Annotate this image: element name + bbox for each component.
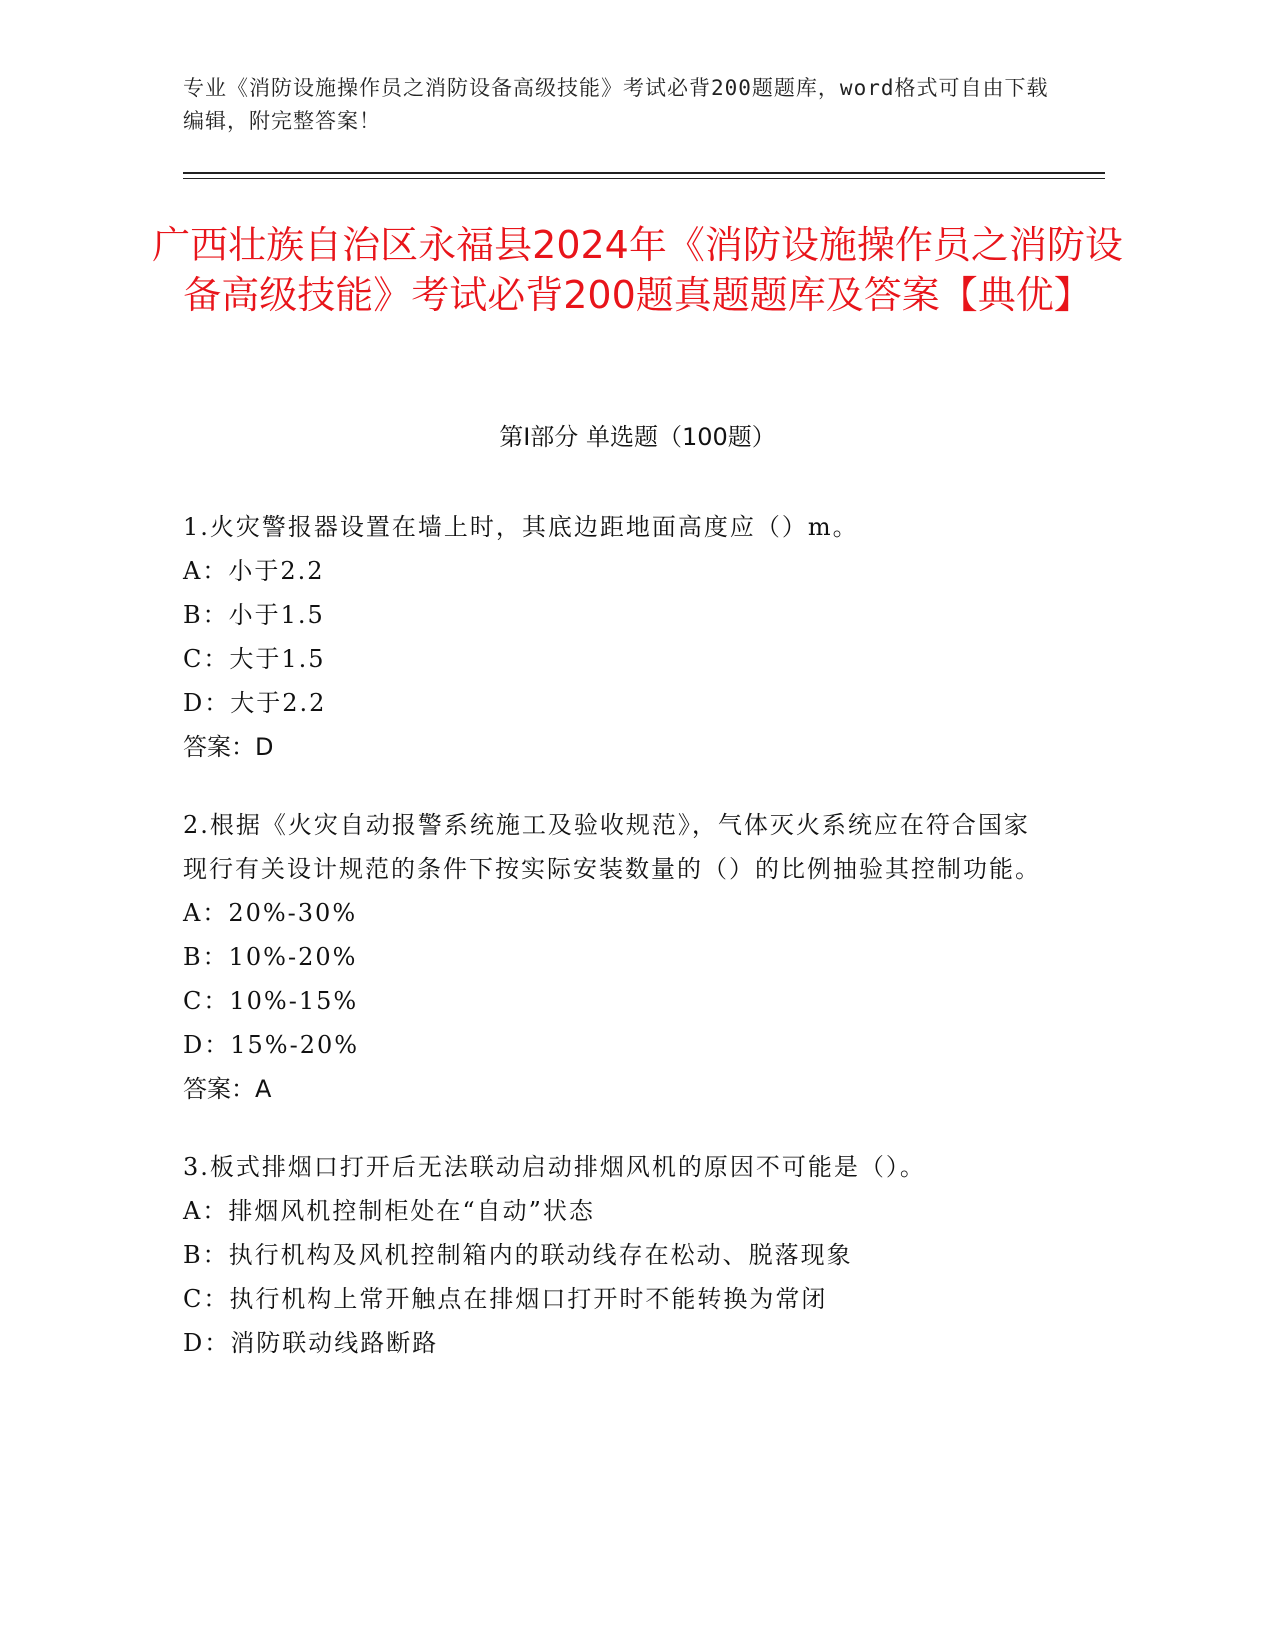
question-list xyxy=(183,505,1043,1399)
section-heading: 第I部分 单选题（100题） xyxy=(499,423,776,451)
option-d: D：15%-20% xyxy=(183,1031,360,1059)
option-a: A：20%-30% xyxy=(183,899,358,927)
header-note: 专业《消防设施操作员之消防设备高级技能》考试必背200题题库，word格式可自由下载编辑，附完整答案！ xyxy=(183,76,1049,133)
question-stem: 3.板式排烟口打开后无法联动启动排烟风机的原因不可能是（）。 xyxy=(183,1153,926,1181)
question-1 xyxy=(183,505,1043,769)
option-b: B：10%-20% xyxy=(183,943,358,971)
answer: 答案：A xyxy=(183,1075,272,1103)
option-c: C：10%-15% xyxy=(183,987,359,1015)
question-stem: 1.火灾警报器设置在墙上时，其底边距地面高度应（）m。 xyxy=(183,513,859,541)
option-d: D：大于2.2 xyxy=(183,689,327,717)
question-2 xyxy=(183,803,1043,1111)
option-b: B：小于1.5 xyxy=(183,601,325,629)
question-stem: 2.根据《火灾自动报警系统施工及验收规范》，气体灭火系统应在符合国家现行有关设计规范的条件下按实际安装数量的（）的比例抽验其控制功能。 xyxy=(183,811,1041,883)
document-title: 广西壮族自治区永福县2024年《消防设施操作员之消防设备高级技能》考试必背200题真题题库及答案【典优】 xyxy=(152,223,1123,317)
header-divider-thick xyxy=(183,172,1105,174)
option-b: B：执行机构及风机控制箱内的联动线存在松动、脱落现象 xyxy=(183,1241,853,1269)
question-3 xyxy=(183,1145,1043,1365)
option-a: A：排烟风机控制柜处在“自动”状态 xyxy=(183,1197,595,1225)
option-c: C：大于1.5 xyxy=(183,645,326,673)
answer: 答案：D xyxy=(183,733,274,761)
option-c: C：执行机构上常开触点在排烟口打开时不能转换为常闭 xyxy=(183,1285,828,1313)
option-a: A：小于2.2 xyxy=(183,557,325,585)
option-d: D：消防联动线路断路 xyxy=(183,1329,439,1357)
header-divider-thin xyxy=(183,178,1105,179)
